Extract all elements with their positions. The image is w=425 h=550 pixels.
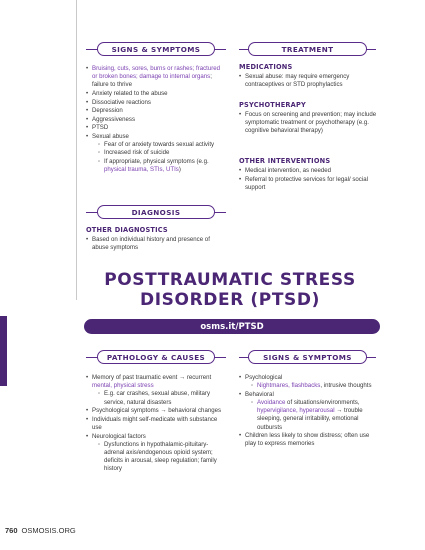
sub-list-item-text: Fear of or anxiety towards sexual activity — [104, 141, 215, 149]
chapter-tab-marker — [0, 316, 7, 386]
url-link-bar[interactable] — [84, 319, 380, 334]
list-item — [239, 176, 379, 192]
url-link-text[interactable]: osms.it/PTSD — [200, 321, 264, 332]
list-item — [86, 107, 226, 115]
list-item — [86, 407, 226, 415]
list-item-text: Referral to protective services for legal/ social support — [245, 175, 368, 191]
list-item — [239, 374, 379, 390]
list-item-text: Sexual abuse: may require emergency contraceptives or STD prophylactics — [245, 73, 350, 89]
section-header-signs-symptoms-top — [97, 42, 215, 56]
list-item-text: Anxiety related to the abuse — [92, 90, 168, 97]
page-number: 760 — [5, 526, 18, 535]
section-header-text: DIAGNOSIS — [131, 207, 181, 217]
list-item — [86, 65, 226, 90]
list-item — [239, 73, 379, 89]
list-item — [239, 391, 379, 432]
section-header-text: SIGNS & SYMPTOMS — [263, 352, 352, 362]
sub-list-item — [251, 399, 379, 432]
section-header-signs-symptoms-bottom — [248, 350, 367, 364]
psychotherapy-list — [239, 111, 379, 136]
list-item-highlight: Bruising, cuts, sores, burns or rashes; fractured or broken bones; damage to internal organs — [92, 65, 221, 81]
sub-list-item — [98, 141, 226, 149]
sub-list — [98, 141, 226, 174]
sub-list-item-highlight: physical trauma, STIs, UTIs — [104, 165, 179, 173]
section-header-text: SIGNS & SYMPTOMS — [111, 44, 201, 54]
list-item — [86, 99, 226, 107]
list-item — [86, 90, 226, 98]
sub-list-item — [251, 382, 379, 390]
sub-list-item-text: Dysfunctions in hypothalamic-pituitary-adrenal axis/endogenous opioid system; deficits in arousal, sleep regulation; family history — [104, 440, 217, 473]
section-header-text: TREATMENT — [281, 44, 334, 54]
sub-list-item-highlight: Nightmares, flashbacks — [257, 382, 321, 390]
sub-list-item-highlight: hypervigilance, hyperarousal — [257, 407, 335, 415]
list-item — [86, 116, 226, 124]
sub-list-item — [98, 149, 226, 157]
subheading-medications: MEDICATIONS — [239, 63, 293, 71]
page-footer — [5, 526, 76, 535]
list-item-text: ; failure to thrive — [92, 73, 212, 89]
section-header-text: PATHOLOGY & CAUSES — [106, 352, 206, 362]
list-item-highlight: mental, physical stress — [92, 382, 154, 390]
section-header-treatment — [248, 42, 367, 56]
list-item-text: Focus on screening and prevention; may include symptomatic treatment or psychotherapy (e.g. cognitive behavioral therapy) — [245, 111, 377, 135]
list-item-text: PTSD — [92, 124, 109, 132]
list-item — [86, 374, 226, 407]
section-header-diagnosis — [97, 205, 215, 219]
list-item-text: Neurological factors — [92, 432, 146, 440]
list-item-text: Individuals might self-medicate with substance use — [92, 415, 218, 431]
sub-list-item-text: If appropriate, physical symptoms (e.g. — [104, 157, 209, 165]
list-item — [239, 111, 379, 136]
sub-list-item-text: of situations/environments, — [285, 399, 360, 406]
page-title-line-1: POSTTRAUMATIC STRESS — [104, 270, 356, 290]
subheading-other-diagnostics: OTHER DIAGNOSTICS — [86, 226, 168, 234]
list-item-text: Based on individual history and presence of abuse symptoms — [92, 236, 210, 252]
list-item — [239, 432, 379, 448]
site-name: OSMOSIS.ORG — [21, 526, 76, 535]
list-item-text: Memory of past traumatic event → recurrent — [92, 374, 212, 381]
sub-list — [251, 399, 379, 432]
sub-list-item — [98, 158, 226, 174]
list-item-text: Psychological symptoms → behavioral changes — [92, 407, 222, 415]
sub-list-item-text: , intrusive thoughts — [320, 382, 372, 390]
section-header-pathology-causes — [97, 350, 215, 364]
sub-list-item-text: E.g. car crashes, sexual abuse, military service, natural disasters — [104, 390, 211, 406]
list-item-text: Dissociative reactions — [92, 98, 151, 106]
pathology-list — [86, 374, 226, 474]
page-title-line-2: DISORDER (PTSD) — [140, 290, 320, 310]
list-item — [86, 236, 226, 252]
subheading-psychotherapy: PSYCHOTHERAPY — [239, 101, 306, 109]
sub-list-item-text: Increased risk of suicide — [104, 149, 170, 157]
gutter-divider — [76, 0, 77, 300]
list-item-text: Children less likely to show distress; often use play to express memories — [245, 432, 370, 448]
sub-list-item-text: → trouble sleeping, general irritability, emotional outbursts — [257, 407, 363, 431]
list-item-text: Aggressiveness — [92, 115, 136, 123]
sub-list-item — [98, 390, 226, 406]
list-item-text: Depression — [92, 107, 123, 115]
list-item — [86, 433, 226, 474]
page-title — [80, 270, 380, 310]
sub-list — [251, 382, 379, 390]
sub-list — [98, 441, 226, 474]
sub-list — [98, 390, 226, 406]
signs-list-bottom — [239, 374, 379, 449]
sub-list-item — [98, 441, 226, 474]
list-item — [86, 416, 226, 432]
list-item — [86, 133, 226, 174]
medications-list — [239, 73, 379, 90]
list-item-text: Behavioral — [245, 390, 274, 398]
list-item-text: Medical intervention, as needed — [245, 167, 332, 174]
list-item — [239, 167, 379, 175]
sub-list-item-text: ) — [178, 165, 181, 173]
signs-list-top — [86, 65, 226, 174]
other-diagnostics-list — [86, 236, 226, 253]
list-item-text: Sexual abuse — [92, 132, 129, 140]
subheading-other-interventions: OTHER INTERVENTIONS — [239, 157, 331, 165]
other-interventions-list — [239, 167, 379, 192]
sub-list-item-highlight: Avoidance — [257, 399, 286, 406]
list-item — [86, 124, 226, 132]
list-item-text: Psychological — [245, 374, 283, 381]
